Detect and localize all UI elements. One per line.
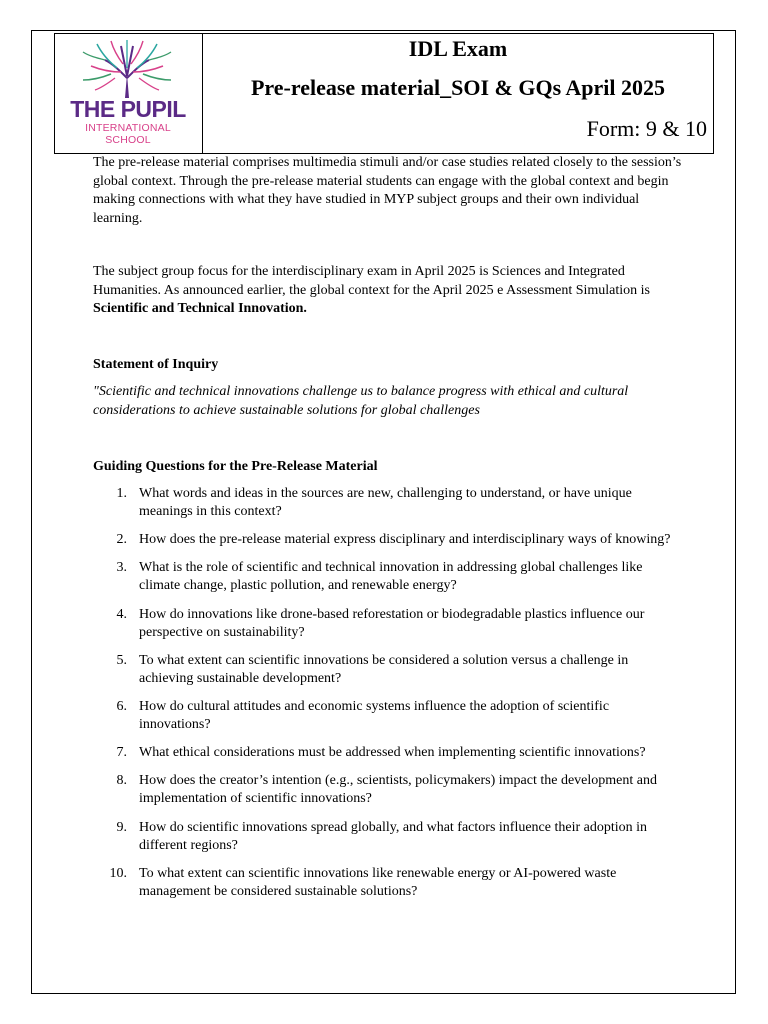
intro-paragraph: The pre-release material comprises multimedia stimuli and/or case studies related closely to the session’s global context. Through the pre-release material students can engage with the global context and begin making connections with what they have studied in MYP subject groups and their own individual learning. — [93, 155, 682, 226]
question-number: 6. — [116, 698, 127, 714]
exam-title: IDL Exam — [408, 36, 508, 61]
guiding-questions-heading: Guiding Questions for the Pre-Release Material — [93, 459, 378, 474]
question-text: How does the creator’s intention (e.g., scientists, policymakers) impact the development and implementation of scientific innovations? — [139, 773, 657, 807]
question-number: 10. — [109, 865, 127, 881]
school-logo — [55, 34, 203, 153]
subject-focus-text: The subject group focus for the interdisciplinary exam in April 2025 is Sciences and Integrated Humanities. As announced earlier, the global context for the April 2025 e Assessment Simulation is — [93, 264, 651, 298]
list-item — [93, 744, 683, 762]
question-text: To what extent can scientific innovations like renewable energy or AI-powered waste management be considered sustainable solutions? — [139, 865, 617, 899]
tree-logo-icon — [61, 38, 195, 98]
question-text: How do cultural attitudes and economic systems influence the adoption of scientific innovations? — [139, 698, 610, 732]
exam-subtitle: Pre-release material_SOI & GQs April 2025 — [250, 75, 666, 100]
soi-text: "Scientific and technical innovations challenge us to balance progress with ethical and cultural considerations to achieve sustainable solutions for global challenges — [93, 384, 629, 418]
question-text: To what extent can scientific innovations be considered a solution versus a challenge in achieving sustainable development? — [139, 652, 629, 686]
question-number: 4. — [116, 606, 127, 622]
question-number: 2. — [116, 532, 127, 548]
question-text: How do innovations like drone-based reforestation or biodegradable plastics influence our perspective on sustainability? — [139, 606, 645, 640]
question-text: What ethical considerations must be addressed when implementing scientific innovations? — [139, 745, 646, 761]
list-item — [93, 485, 683, 521]
list-item — [93, 865, 683, 901]
list-item — [93, 698, 683, 734]
question-number: 7. — [116, 745, 127, 761]
question-number: 8. — [116, 773, 127, 789]
document-header — [54, 33, 714, 154]
global-context-name: Scientific and Technical Innovation. — [93, 301, 307, 316]
guiding-questions-list — [93, 485, 683, 911]
question-number: 1. — [116, 486, 127, 501]
question-text: What is the role of scientific and technical innovation in addressing global challenges like climate change, plastic pollution, and renewable energy? — [139, 560, 643, 594]
question-text: How does the pre-release material express disciplinary and interdisciplinary ways of knowing? — [139, 532, 671, 548]
form-label: Form: 9 & 10 — [586, 116, 707, 141]
list-item — [93, 559, 683, 595]
question-number: 3. — [116, 560, 127, 576]
list-item — [93, 819, 683, 855]
school-logo-subtitle: INTERNATIONAL SCHOOL — [85, 122, 171, 146]
school-logo-name: THE PUPIL — [70, 96, 186, 122]
subject-focus-paragraph — [93, 263, 683, 319]
list-item — [93, 652, 683, 688]
question-number: 9. — [116, 819, 127, 835]
question-text: How do scientific innovations spread globally, and what factors influence their adoption in different regions? — [139, 819, 648, 853]
list-item — [93, 772, 683, 808]
question-number: 5. — [116, 652, 127, 668]
question-text: What words and ideas in the sources are new, challenging to understand, or have unique meanings in this context? — [139, 486, 632, 519]
list-item — [93, 606, 683, 642]
list-item — [93, 531, 683, 549]
soi-heading: Statement of Inquiry — [93, 357, 219, 372]
